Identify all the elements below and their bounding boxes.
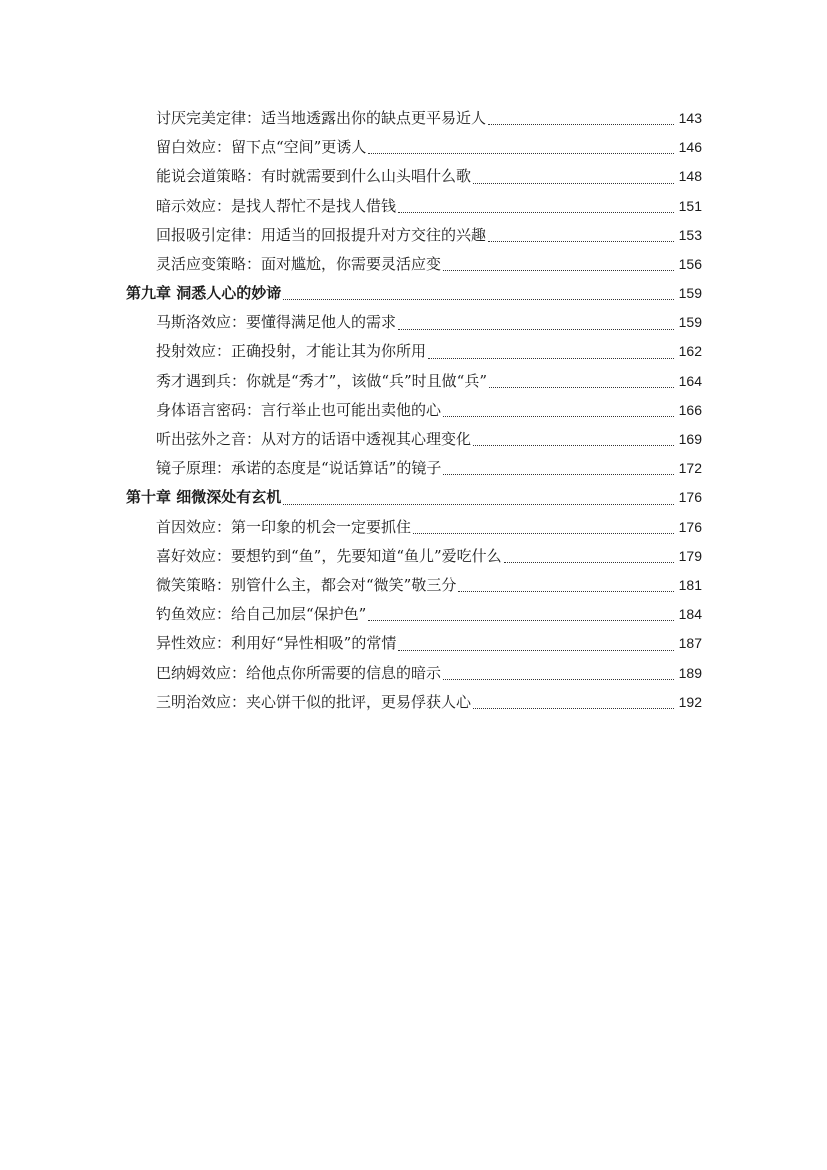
dot-leader [413, 513, 674, 542]
toc-entry-page: 143 [678, 109, 702, 126]
toc-entry-page: 166 [678, 401, 702, 418]
toc-chapter-entry[interactable] [126, 279, 702, 308]
toc-entry-page: 148 [678, 168, 702, 185]
dot-leader [443, 396, 674, 425]
toc-entry-page: 146 [678, 139, 702, 156]
toc-entry-page: 159 [678, 285, 702, 302]
toc-entry[interactable] [126, 600, 702, 629]
dot-leader [398, 629, 674, 658]
toc-entry-page: 176 [678, 489, 702, 506]
toc-entry[interactable] [126, 250, 702, 279]
toc-entry-page: 153 [678, 226, 702, 243]
toc-entry-title: 身体语言密码：言行举止也可能出卖他的心 [156, 400, 442, 419]
dot-leader [488, 104, 674, 133]
toc-entry-title: 微笑策略：别管什么主，都会对“微笑”敬三分 [156, 575, 457, 594]
dot-leader [504, 542, 674, 571]
toc-entry-title: 异性效应：利用好“异性相吸”的常情 [156, 634, 397, 653]
toc-entry-title: 巴纳姆效应：给他点你所需要的信息的暗示 [156, 663, 442, 682]
toc-entry[interactable] [126, 571, 702, 600]
toc-entry-page: 181 [678, 576, 702, 593]
dot-leader [283, 483, 674, 512]
toc-entry-page: 172 [678, 460, 702, 477]
toc-entry[interactable] [126, 425, 702, 454]
toc-entry[interactable] [126, 192, 702, 221]
dot-leader [368, 600, 674, 629]
toc-entry-page: 162 [678, 343, 702, 360]
toc-entry-title: 投射效应：正确投射，才能让其为你所用 [156, 342, 427, 361]
toc-entry[interactable] [126, 133, 702, 162]
toc-entry-title: 听出弦外之音：从对方的话语中透视其心理变化 [156, 430, 472, 449]
toc-entry-title: 暗示效应：是找人帮忙不是找人借钱 [156, 196, 397, 215]
toc-entry[interactable] [126, 454, 702, 483]
toc-entry-page: 156 [678, 255, 702, 272]
table-of-contents [126, 104, 702, 717]
dot-leader [398, 192, 674, 221]
dot-leader [443, 454, 674, 483]
dot-leader [473, 688, 674, 717]
toc-entry-title: 首因效应：第一印象的机会一定要抓住 [156, 517, 412, 536]
dot-leader [489, 367, 674, 396]
toc-entry-page: 189 [678, 664, 702, 681]
toc-entry-title: 留白效应：留下点“空间”更诱人 [156, 138, 367, 157]
toc-entry-title: 喜好效应：要想钓到“鱼”，先要知道“鱼儿”爱吃什么 [156, 546, 502, 565]
toc-entry-title: 马斯洛效应：要懂得满足他人的需求 [156, 313, 397, 332]
dot-leader [443, 659, 674, 688]
toc-chapter-title: 第十章 细微深处有玄机 [126, 488, 282, 507]
dot-leader [488, 221, 674, 250]
dot-leader [473, 425, 674, 454]
toc-entry[interactable] [126, 659, 702, 688]
toc-entry-title: 灵活应变策略：面对尴尬，你需要灵活应变 [156, 254, 442, 273]
dot-leader [398, 308, 674, 337]
toc-entry[interactable] [126, 396, 702, 425]
dot-leader [283, 279, 674, 308]
toc-entry-page: 151 [678, 197, 702, 214]
toc-entry-page: 164 [678, 372, 702, 389]
toc-entry-title: 三明治效应：夹心饼干似的批评，更易俘获人心 [156, 692, 472, 711]
toc-entry-title: 秀才遇到兵：你就是“秀才”，该做“兵”时且做“兵” [156, 371, 488, 390]
toc-entry-page: 192 [678, 693, 702, 710]
dot-leader [443, 250, 674, 279]
toc-entry-page: 184 [678, 606, 702, 623]
toc-entry[interactable] [126, 513, 702, 542]
toc-entry-page: 176 [678, 518, 702, 535]
toc-entry-title: 钓鱼效应：给自己加层“保护色” [156, 605, 367, 624]
toc-entry[interactable] [126, 367, 702, 396]
toc-entry-page: 169 [678, 431, 702, 448]
toc-entry[interactable] [126, 542, 702, 571]
dot-leader [428, 338, 674, 367]
toc-entry[interactable] [126, 629, 702, 658]
toc-chapter-title: 第九章 洞悉人心的妙谛 [126, 284, 282, 303]
toc-entry-page: 187 [678, 635, 702, 652]
dot-leader [368, 133, 674, 162]
toc-entry-title: 回报吸引定律：用适当的回报提升对方交往的兴趣 [156, 225, 487, 244]
toc-entry[interactable] [126, 162, 702, 191]
toc-chapter-entry[interactable] [126, 483, 702, 512]
toc-entry[interactable] [126, 104, 702, 133]
toc-entry-title: 讨厌完美定律：适当地透露出你的缺点更平易近人 [156, 108, 487, 127]
toc-entry-page: 159 [678, 314, 702, 331]
toc-entry[interactable] [126, 688, 702, 717]
toc-entry-title: 镜子原理：承诺的态度是“说话算话”的镜子 [156, 459, 442, 478]
dot-leader [473, 162, 674, 191]
toc-entry-page: 179 [678, 547, 702, 564]
toc-entry[interactable] [126, 338, 702, 367]
toc-entry[interactable] [126, 308, 702, 337]
toc-entry-title: 能说会道策略：有时就需要到什么山头唱什么歌 [156, 167, 472, 186]
dot-leader [458, 571, 674, 600]
toc-entry[interactable] [126, 221, 702, 250]
